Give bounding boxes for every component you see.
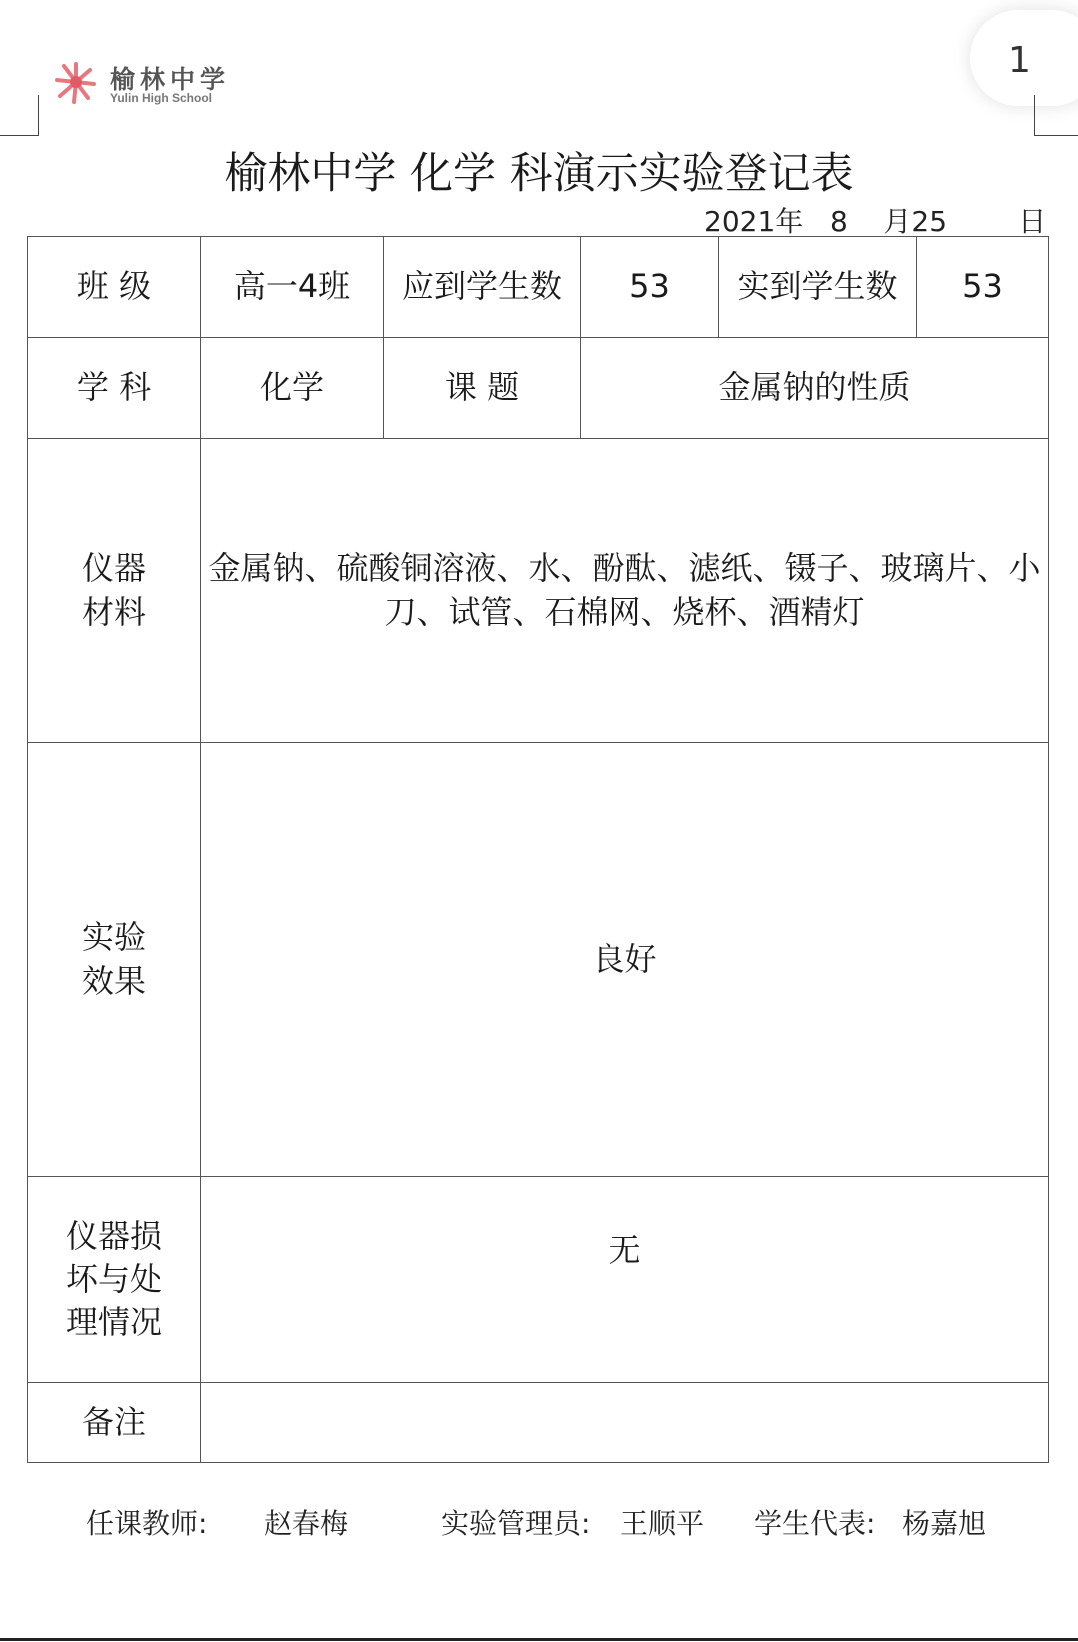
table-row <box>28 1383 1049 1463</box>
damage-value: 无 <box>201 1177 1049 1383</box>
topic-value: 金属钠的性质 <box>581 338 1049 439</box>
remarks-value <box>201 1383 1049 1463</box>
topic-label: 课 题 <box>384 338 581 439</box>
teacher-name: 赵春梅 <box>264 1507 349 1540</box>
class-value: 高一4班 <box>201 237 384 338</box>
table-row <box>28 743 1049 1177</box>
registration-table <box>27 236 1049 1463</box>
bottom-divider <box>0 1638 1078 1641</box>
effect-value: 良好 <box>201 743 1049 1177</box>
effect-label: 实验 效果 <box>28 743 201 1177</box>
expected-students-value: 53 <box>581 237 719 338</box>
flower-logo-icon <box>52 58 100 106</box>
form-title: 榆林中学 化学 科演示实验登记表 <box>224 149 854 199</box>
admin-name: 王顺平 <box>620 1507 705 1540</box>
teacher-label: 任课教师: <box>86 1507 208 1540</box>
class-label: 班 级 <box>28 237 201 338</box>
school-logo <box>52 58 232 108</box>
expected-students-label: 应到学生数 <box>384 237 581 338</box>
remarks-label: 备注 <box>28 1383 201 1463</box>
table-row <box>28 439 1049 743</box>
table-row <box>28 338 1049 439</box>
crop-mark-top-left <box>0 95 39 136</box>
logo-english-text: Yulin High School <box>110 91 212 105</box>
damage-label: 仪器损 坏与处 理情况 <box>28 1177 201 1383</box>
actual-students-value: 53 <box>917 237 1049 338</box>
materials-label: 仪器 材料 <box>28 439 201 743</box>
admin-label: 实验管理员: <box>441 1507 591 1540</box>
subject-value: 化学 <box>201 338 384 439</box>
page-number-badge <box>970 10 1078 106</box>
student-rep-label: 学生代表: <box>754 1507 876 1540</box>
crop-mark-top-right <box>1034 95 1078 136</box>
materials-value: 金属钠、硫酸铜溶液、水、酚酞、滤纸、镊子、玻璃片、小刀、试管、石棉网、烧杯、酒精灯 <box>201 439 1049 743</box>
actual-students-label: 实到学生数 <box>719 237 917 338</box>
table-row <box>28 1177 1049 1383</box>
logo-chinese-text: 榆林中学 <box>110 65 231 94</box>
table-row <box>28 237 1049 338</box>
subject-label: 学 科 <box>28 338 201 439</box>
page-number: 1 <box>1008 40 1031 81</box>
student-rep-name: 杨嘉旭 <box>902 1507 987 1540</box>
form-date: 2021年 8 月25 日 <box>704 205 1047 238</box>
